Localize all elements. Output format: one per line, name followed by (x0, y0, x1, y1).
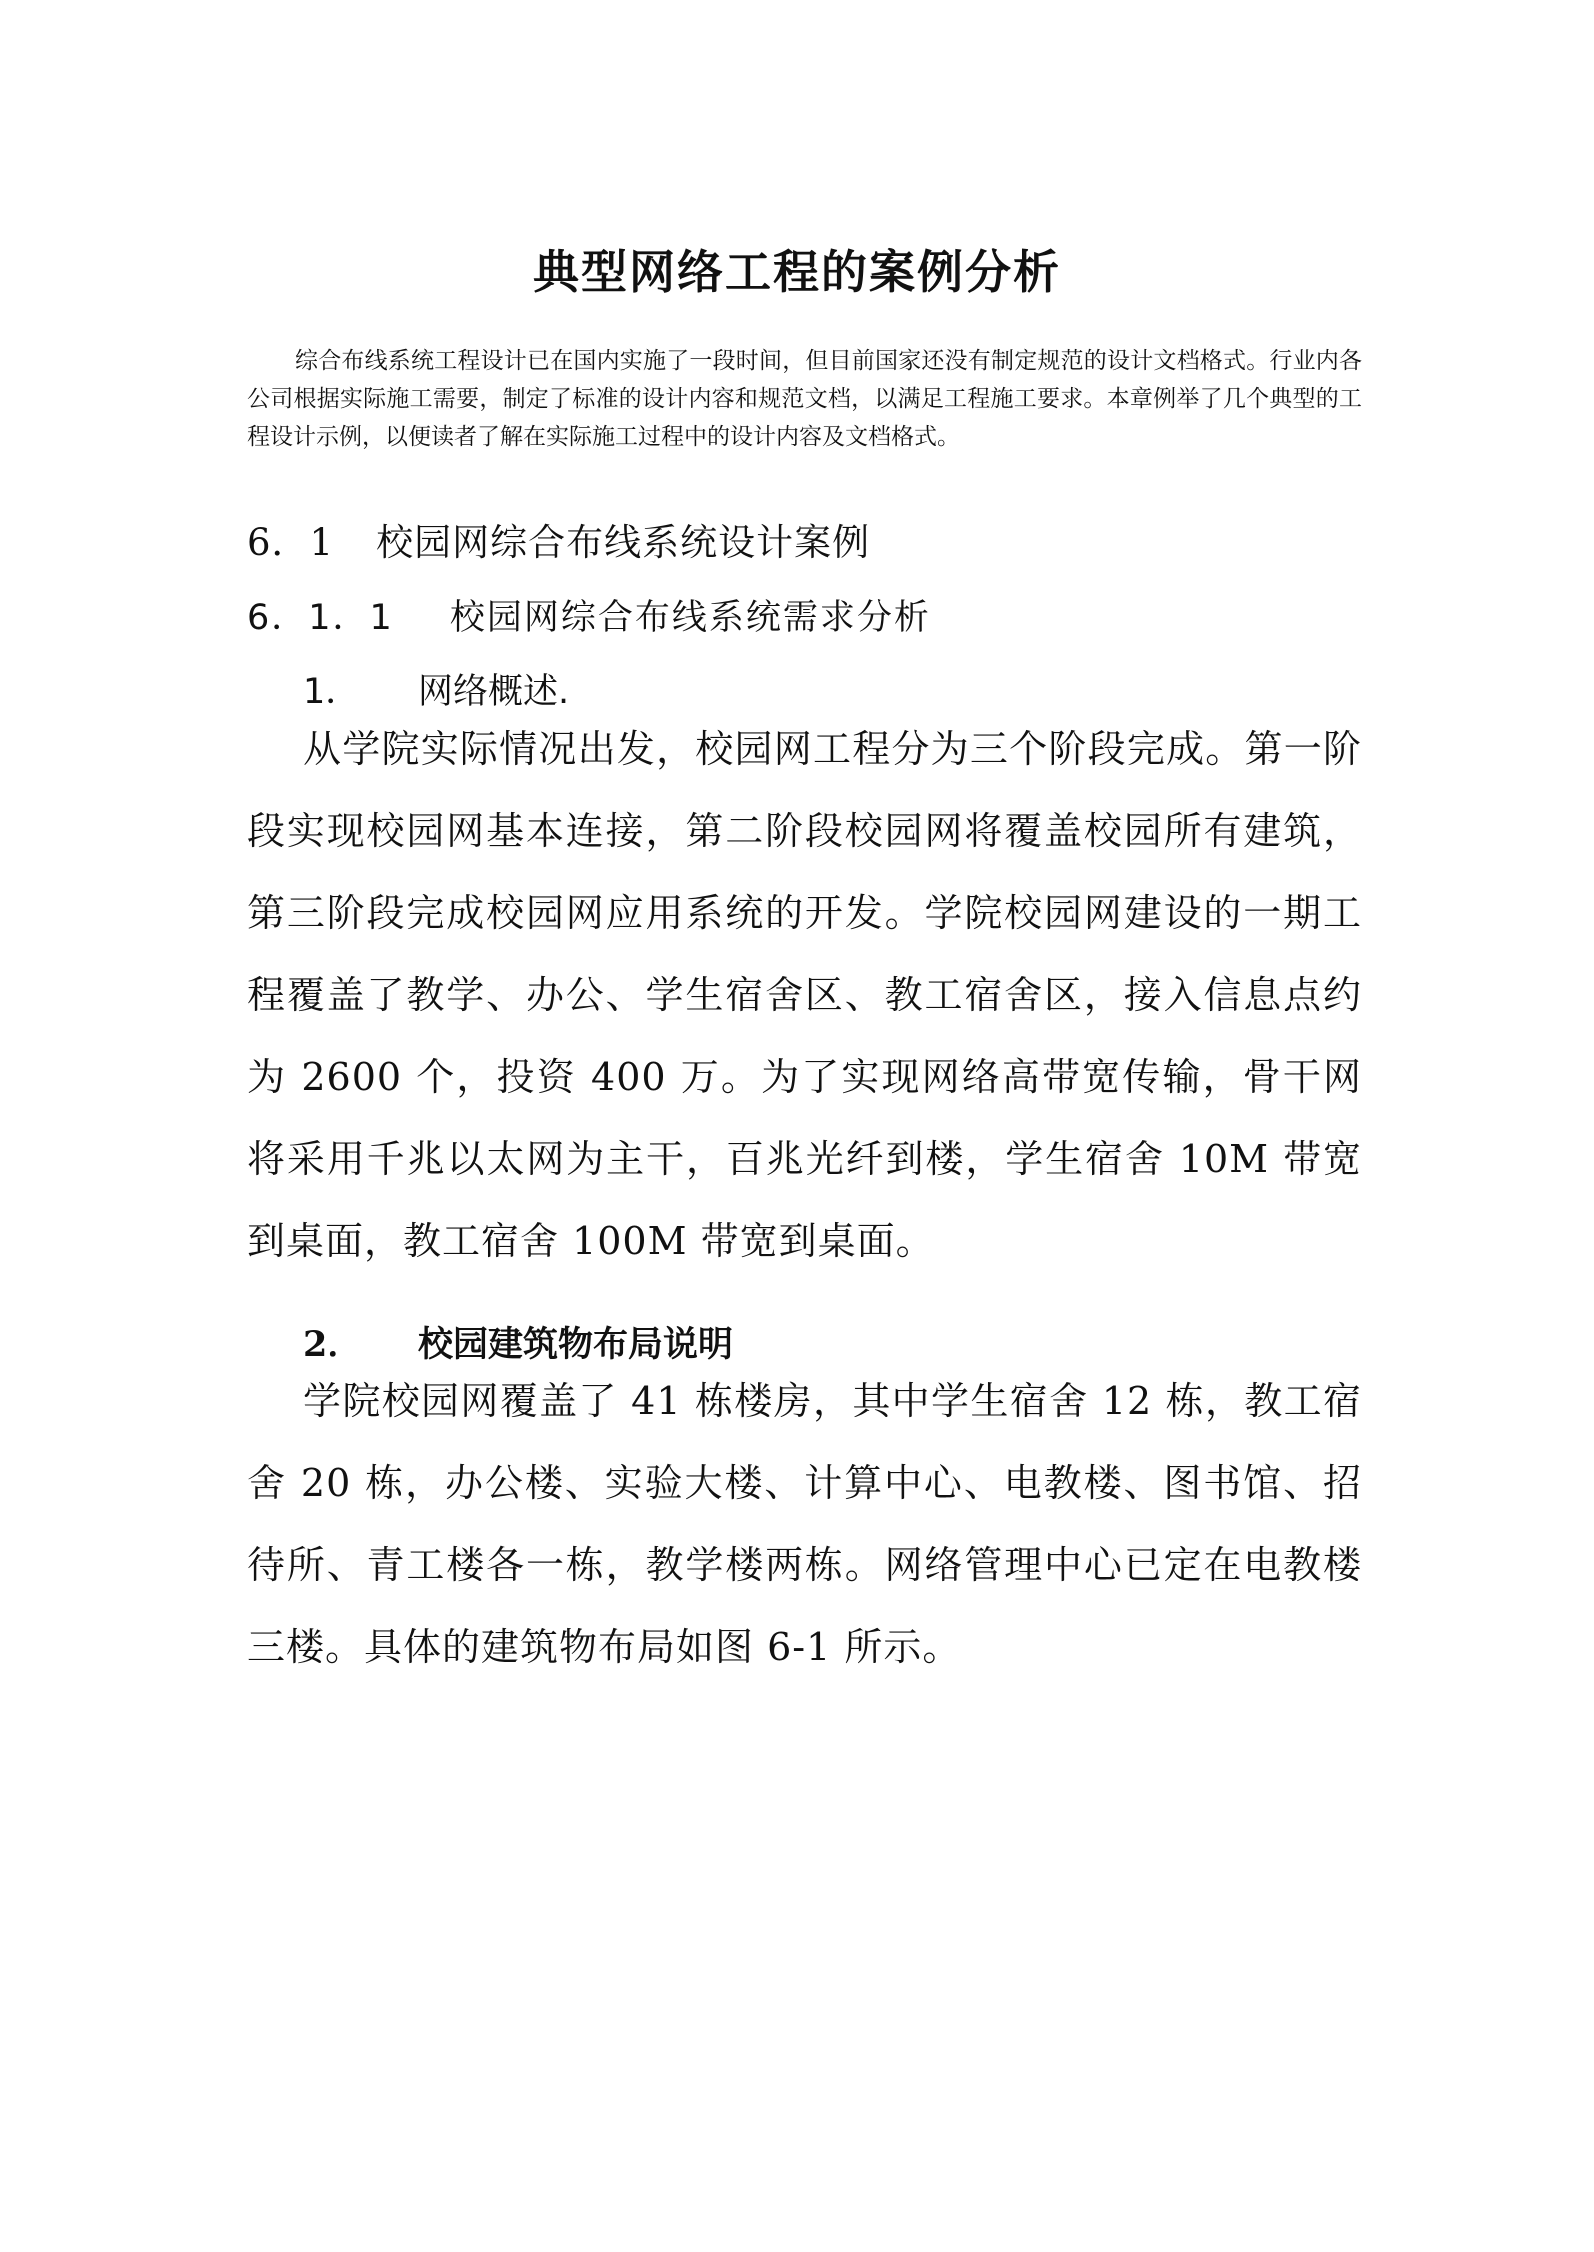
section-heading (247, 512, 870, 566)
overview-paragraph: 从学院实际情况出发，校园网工程分为三个阶段完成。第一阶段实现校园网基本连接，第二阶段校园网将覆盖校园所有建筑，第三阶段完成校园网应用系统的开发。学院校园网建设的一期工程覆盖了教学、办公、学生宿舍区、教工宿舍区，接入信息点约为 2600 个，投资 400 万。为了实现网络高带宽传输，骨干网将采用千兆以太网为主干，百兆光纤到楼，学生宿舍 10M 带宽到桌面，教工宿舍 100M 带宽到桌面。 (247, 727, 1362, 1263)
section-number: 6．1 (247, 521, 335, 564)
layout-paragraph: 学院校园网覆盖了 41 栋楼房，其中学生宿舍 12 栋，教工宿舍 20 栋，办公楼、实验大楼、计算中心、电教楼、图书馆、招待所、青工楼各一栋，教学楼两栋。网络管理中心已定在电教楼三楼。具体的建筑物布局如图 6-1 所示。 (247, 1379, 1362, 1669)
item-number: 1． (303, 672, 361, 712)
subsection-number: 6．1．1 (247, 598, 394, 638)
item-label: 校园建筑物布局说明 (418, 1325, 734, 1365)
subsection-title: 校园网综合布线系统需求分析 (449, 598, 931, 638)
intro-paragraph: 综合布线系统工程设计已在国内实施了一段时间，但目前国家还没有制定规范的设计文档格式。行业内各公司根据实际施工需要，制定了标准的设计内容和规范文档，以满足工程施工要求。本章例举了几个典型的工程设计示例，以便读者了解在实际施工过程中的设计内容及文档格式。 (247, 348, 1362, 450)
item-number: 2． (303, 1324, 363, 1365)
document-title: 典型网络工程的案例分析 (533, 245, 1061, 299)
subsection-heading (247, 590, 931, 640)
item-heading-overview (303, 664, 569, 714)
item-label: 网络概述. (418, 672, 570, 712)
section-title: 校园网综合布线系统设计案例 (376, 521, 871, 564)
